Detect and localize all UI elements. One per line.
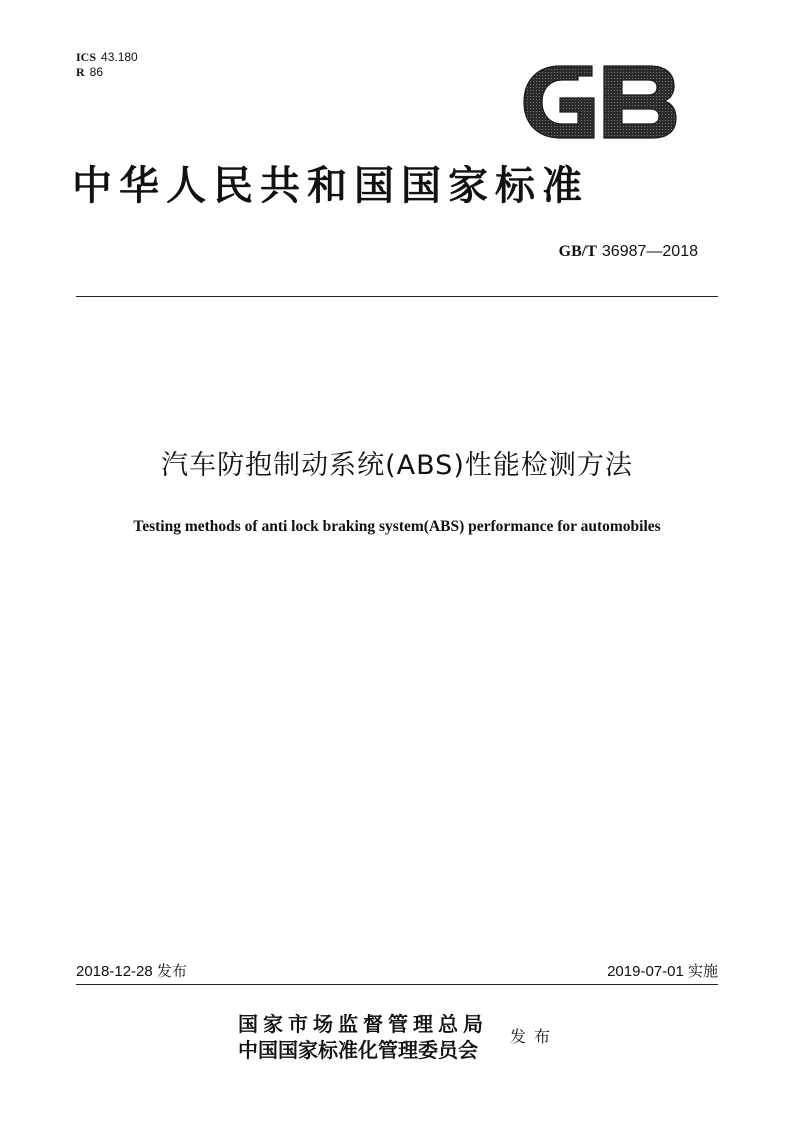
standard-number <box>559 241 698 262</box>
footer-divider <box>76 984 718 985</box>
classification-codes <box>76 50 138 80</box>
ccs-code <box>76 65 138 80</box>
publish-label: 发布 <box>510 1027 559 1046</box>
standard-code: 36987—2018 <box>601 243 698 260</box>
document-title-chinese: 汽车防抱制动系统(ABS)性能检测方法 <box>161 450 633 481</box>
standard-prefix: GB/T <box>558 243 597 260</box>
ics-label: ICS <box>76 50 97 64</box>
national-standard-title: 中华人民共和国国家标准 <box>72 163 589 209</box>
implementation-date: 2019-07-01 实施 <box>607 963 718 980</box>
issuer-sac: 中国国家标准化管理委员会 <box>238 1038 478 1062</box>
header-divider <box>76 296 718 297</box>
ccs-number: 86 <box>89 65 104 79</box>
issue-date: 2018-12-28 发布 <box>76 963 187 980</box>
gb-logo <box>520 62 680 142</box>
document-title-english: Testing methods of anti lock braking system(ABS) performance for automobiles <box>133 518 661 535</box>
ccs-label: R <box>76 65 85 79</box>
issuer-samr: 国家市场监督管理总局 <box>238 1012 488 1036</box>
ics-code <box>76 50 138 65</box>
ics-number: 43.180 <box>101 50 138 64</box>
issuing-authorities <box>238 1011 488 1063</box>
